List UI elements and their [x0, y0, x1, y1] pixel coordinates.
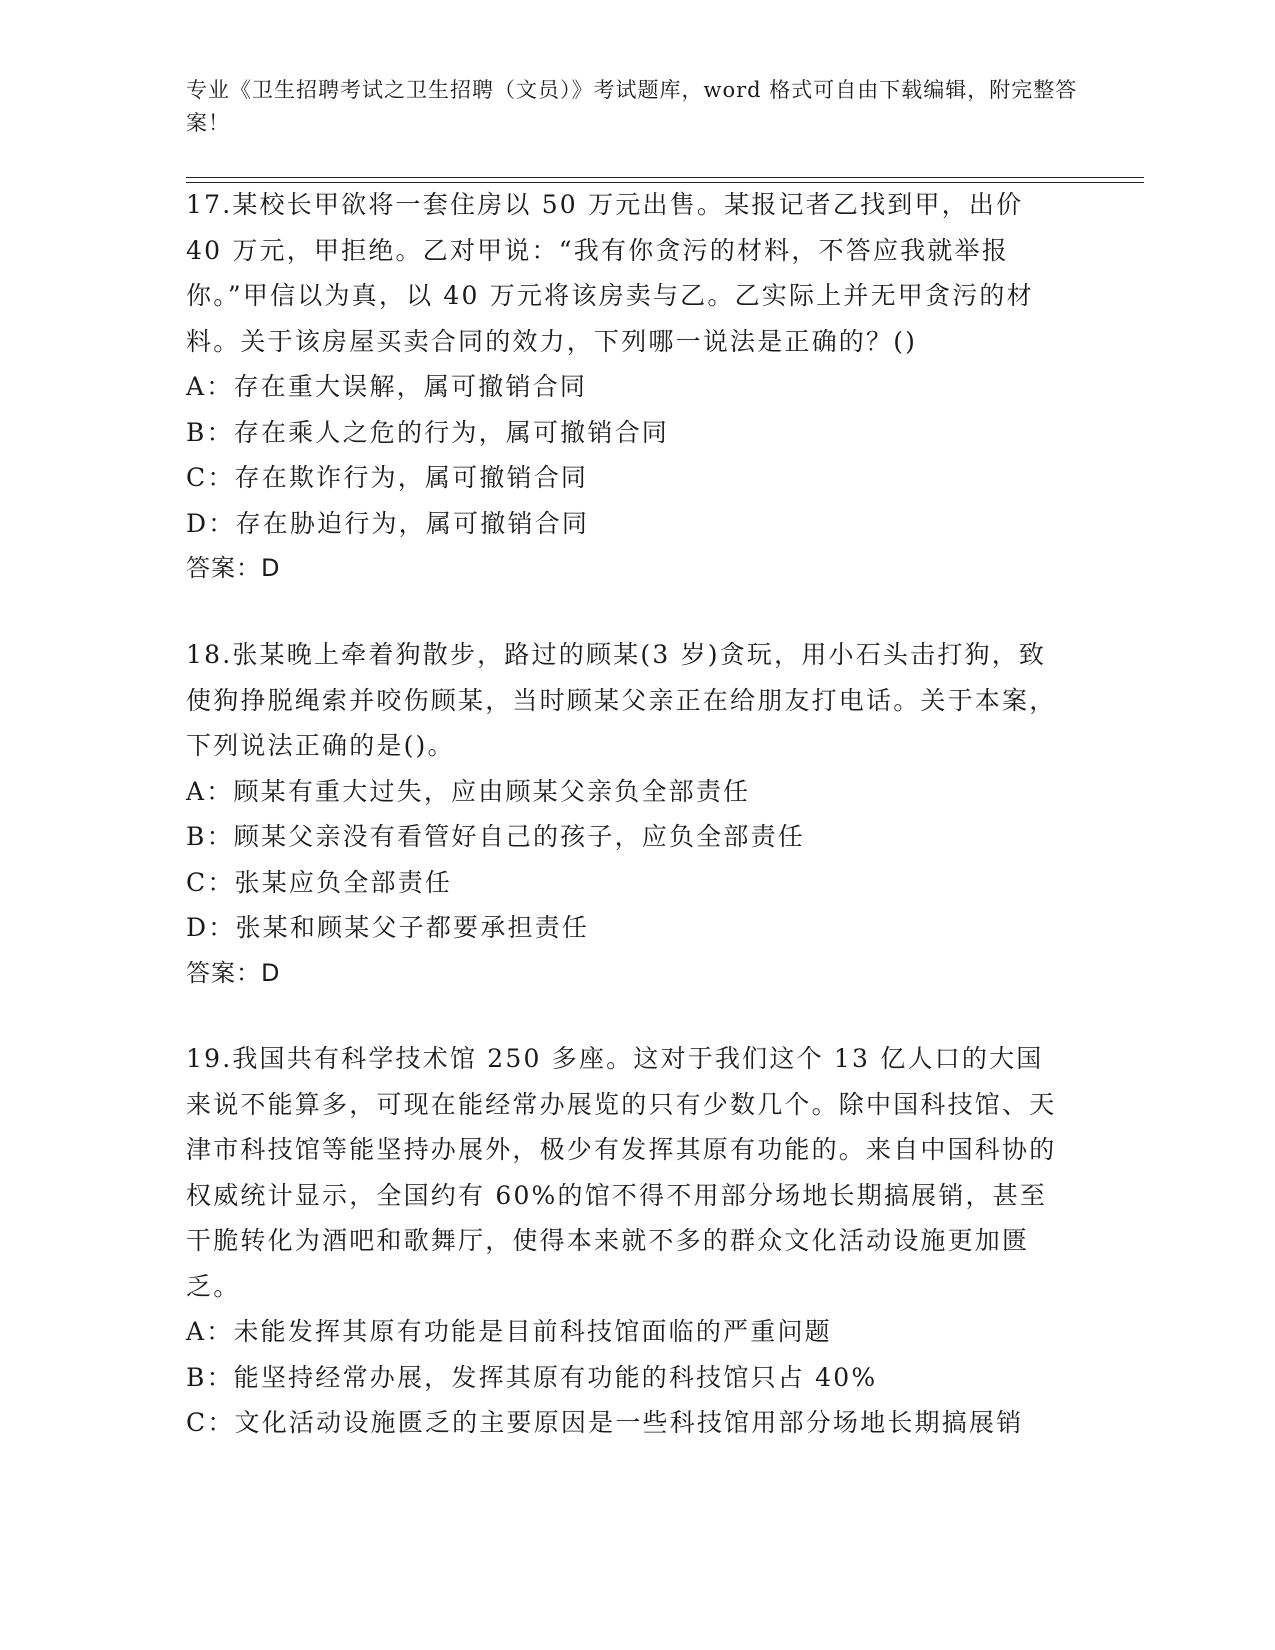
option-c: C：文化活动设施匮乏的主要原因是一些科技馆用部分场地长期搞展销 — [186, 1408, 1024, 1437]
question-19 — [186, 1036, 1066, 1446]
question-text: 17.某校长甲欲将一套住房以 50 万元出售。某报记者乙找到甲，出价 40 万元，甲拒绝。乙对甲说：“我有你贪污的材料，不答应我就举报你。”甲信以为真，以 40 万元将该房卖与乙。乙实际上并无甲贪污的材料。关于该房屋买卖合同的效力，下列哪一说法是正确的？() — [186, 190, 1034, 356]
option-b: B：能坚持经常办展，发挥其原有功能的科技馆只占 40% — [186, 1362, 878, 1392]
question-text: 18.张某晚上牵着狗散步，路过的顾某(3 岁)贪玩，用小石头击打狗，致使狗挣脱绳索并咬伤顾某，当时顾某父亲正在给朋友打电话。关于本案，下列说法正确的是()。 — [186, 640, 1057, 760]
option-b: B：顾某父亲没有看管好自己的孩子，应负全部责任 — [186, 822, 805, 851]
answer: 答案：D — [186, 958, 281, 987]
option-d: D：存在胁迫行为，属可撤销合同 — [186, 508, 590, 538]
document-header: 专业《卫生招聘考试之卫生招聘（文员）》考试题库，word 格式可自由下载编辑，附完整答案！ — [186, 78, 1078, 135]
option-a: A：未能发挥其原有功能是目前科技馆面临的严重问题 — [186, 1317, 832, 1346]
option-b: B：存在乘人之危的行为，属可撤销合同 — [186, 417, 669, 447]
option-c: C：张某应负全部责任 — [186, 867, 453, 897]
option-a: A：存在重大误解，属可撤销合同 — [186, 372, 588, 401]
answer: 答案：D — [186, 554, 281, 582]
option-c: C：存在欺诈行为，属可撤销合同 — [186, 463, 589, 492]
option-d: D：张某和顾某父子都要承担责任 — [186, 913, 590, 942]
option-a: A：顾某有重大过失，应由顾某父亲负全部责任 — [186, 776, 751, 806]
question-17 — [186, 182, 1066, 592]
question-18 — [186, 632, 1066, 996]
question-text: 19.我国共有科学技术馆 250 多座。这对于我们这个 13 亿人口的大国来说不能算多，可现在能经常办展览的只有少数几个。除中国科技馆、天津市科技馆等能坚持办展外，极少有发挥其原有功能的。来自中国科协的权威统计显示，全国约有 60%的馆不得不用部分场地长期搞展销，甚至干脆转化为酒吧和歌舞厅，使得本来就不多的群众文化活动设施更加匮乏。 — [186, 1044, 1057, 1301]
